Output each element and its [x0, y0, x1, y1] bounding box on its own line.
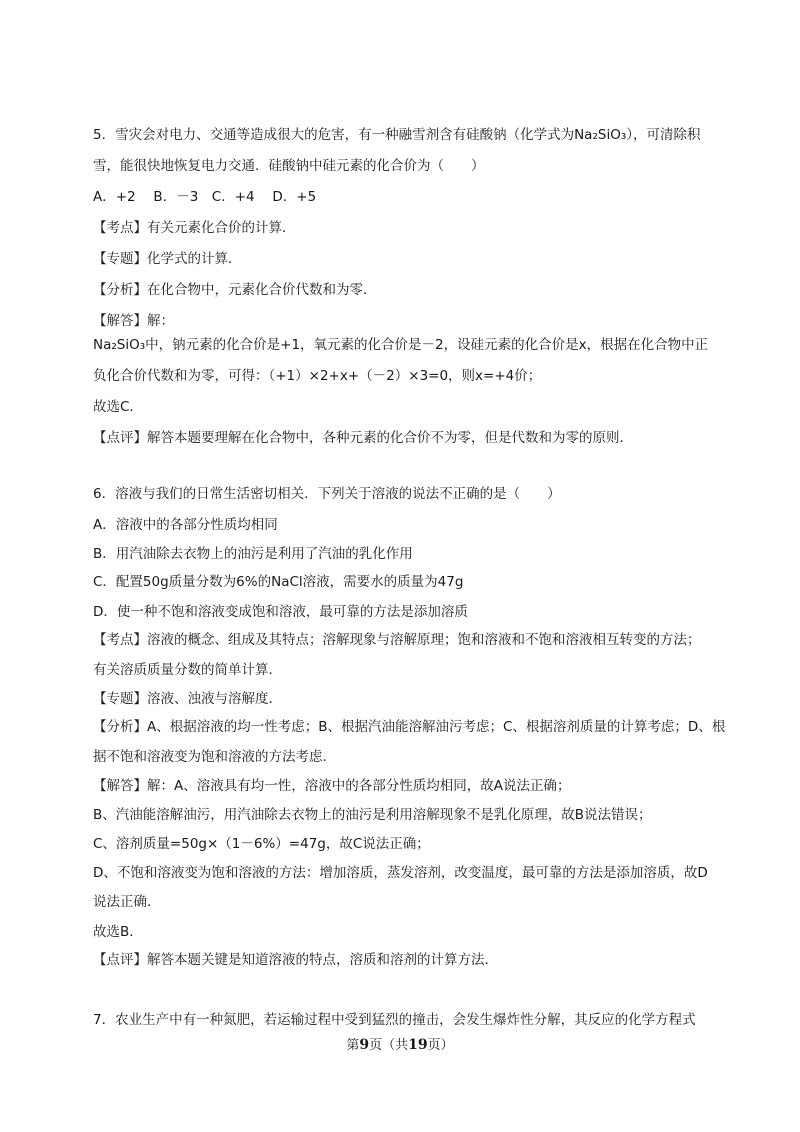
q6-zhuanti: 【专题】溶液、浊液与溶解度．: [93, 691, 282, 707]
footer-middle: 页（共: [369, 1038, 409, 1053]
q6-option-d: D．使一种不饱和溶液变成饱和溶液，最可靠的方法是添加溶质: [93, 604, 468, 620]
q6-option-a: A．溶液中的各部分性质均相同: [93, 517, 278, 533]
page-footer: [0, 1034, 800, 1053]
q5-jieda-line-1: Na₂SiO₃中，钠元素的化合价是+1，氧元素的化合价是－2，设硅元素的化合价是x，根据在化合物中正: [93, 337, 709, 353]
footer-suffix: 页）: [427, 1038, 454, 1053]
q5-fenxi: 【分析】在化合物中，元素化合价代数和为零．: [93, 282, 377, 298]
q6-jieda-line-2: B、汽油能溶解油污，用汽油除去衣物上的油污是利用溶解现象不是乳化原理，故B说法错误；: [93, 807, 652, 823]
q6-kaodian-line-2: 有关溶质质量分数的简单计算．: [93, 662, 282, 678]
q6-jieda-line-4: D、不饱和溶液变为饱和溶液的方法：增加溶质，蒸发溶剂，改变温度，最可靠的方法是添加溶质，故D: [93, 865, 708, 881]
q5-jieda: 【解答】解：: [93, 313, 174, 329]
q5-dianping: 【点评】解答本题要理解在化合物中，各种元素的化合价不为零，但是代数和为零的原则．: [93, 430, 633, 446]
q6-option-c: C．配置50g质量分数为6%的NaCl溶液，需要水的质量为47g: [93, 574, 464, 590]
q6-jieda-line-3: C、溶剂质量=50g×（1－6%）=47g，故C说法正确；: [93, 836, 430, 852]
q5-stem-line-2: 雪，能很快地恢复电力交通．硅酸钠中硅元素的化合价为（ ）: [93, 158, 485, 174]
q6-option-b: B．用汽油除去衣物上的油污是利用了汽油的乳化作用: [93, 546, 413, 562]
q6-stem: 6．溶液与我们的日常生活密切相关．下列关于溶液的说法不正确的是（ ）: [93, 486, 561, 502]
q6-fenxi-line-1: 【分析】A、根据溶液的均一性考虑；B、根据汽油能溶解油污考虑；C、根据溶剂质量的计算考虑；D、根: [93, 719, 726, 735]
q6-fenxi-line-2: 据不饱和溶液变为饱和溶液的方法考虑．: [93, 749, 336, 765]
q6-answer: 故选B．: [93, 924, 143, 940]
q7-stem-line-1: 7．农业生产中有一种氮肥，若运输过程中受到猛烈的撞击，会发生爆炸性分解，其反应的化学方程式: [93, 1012, 696, 1028]
q6-jieda-line-5: 说法正确．: [93, 894, 161, 910]
q5-stem-line-1: 5．雪灾会对电力、交通等造成很大的危害，有一种融雪剂含有硅酸钠（化学式为Na₂SiO₃），可清除积: [93, 127, 701, 143]
q6-kaodian-line-1: 【考点】溶液的概念、组成及其特点；溶解现象与溶解原理；饱和溶液和不饱和溶液相互转变的方法；: [93, 632, 701, 648]
footer-prefix: 第: [346, 1038, 360, 1053]
footer-page-number: 9: [359, 1037, 370, 1053]
q5-answer: 故选C．: [93, 399, 143, 415]
q5-zhuanti: 【专题】化学式的计算．: [93, 251, 242, 267]
q6-dianping: 【点评】解答本题关键是知道溶液的特点，溶质和溶剂的计算方法．: [93, 952, 498, 968]
q6-jieda-line-1: 【解答】解：A、溶液具有均一性，溶液中的各部分性质均相同，故A说法正确；: [93, 778, 571, 794]
q5-options: A．+2 B．－3 C．+4 D．+5: [93, 189, 317, 205]
footer-total-pages: 19: [408, 1037, 428, 1053]
q5-jieda-line-2: 负化合价代数和为零，可得：（+1）×2+x+（－2）×3=0，则x=+4价；: [93, 368, 542, 384]
q5-kaodian: 【考点】有关元素化合价的计算．: [93, 220, 296, 236]
